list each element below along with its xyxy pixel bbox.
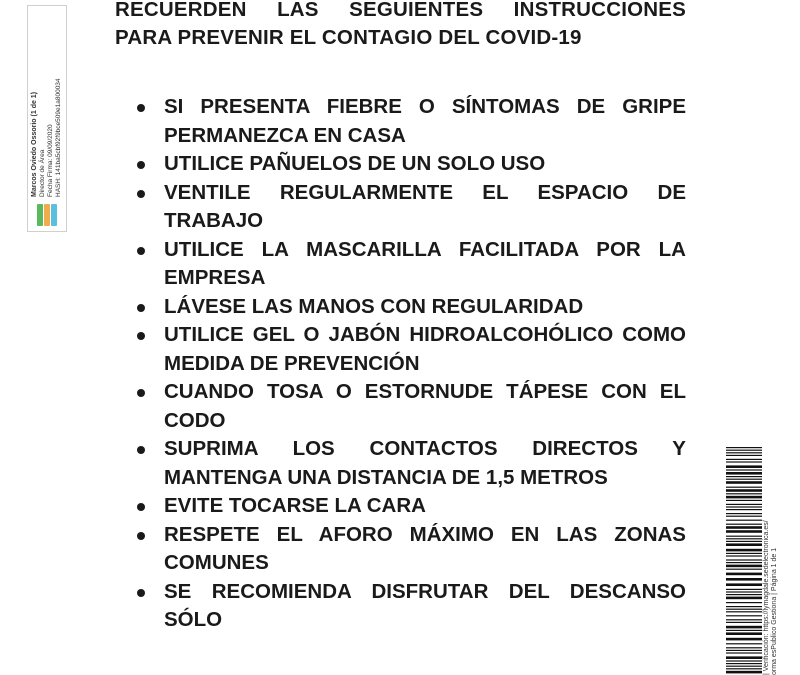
- signature-date: Fecha Firma: 09/09/2020: [47, 124, 54, 197]
- barcode-bar: [726, 611, 762, 612]
- barcode-bar: [726, 543, 762, 546]
- list-item: [115, 435, 686, 492]
- verification-line-1: | Verificación: https://lymagdale.sedelectronica.es/: [763, 520, 770, 675]
- barcode-bar: [726, 536, 762, 537]
- barcode-bar: [726, 565, 762, 568]
- barcode-bar: [726, 660, 762, 661]
- bullet-icon: [137, 532, 145, 540]
- barcode-bar: [726, 597, 762, 600]
- barcode-bar: [726, 500, 762, 501]
- instruction-text: VENTILE REGULARMENTE EL ESPACIO DE TRABAJO: [164, 180, 686, 232]
- barcode-bar: [726, 666, 762, 667]
- barcode-bar: [726, 481, 762, 484]
- barcode-bar: [726, 647, 762, 648]
- barcode-bar: [726, 524, 762, 525]
- barcode-bar: [726, 578, 762, 581]
- instruction-text: SUPRIMA LOS CONTACTOS DIRECTOS Y MANTENGA UNA DISTANCIA DE 1,5 METROS: [164, 437, 686, 489]
- barcode-bar: [726, 549, 762, 552]
- bullet-icon: [137, 389, 145, 397]
- barcode-bar: [726, 461, 762, 462]
- signer-name: Marcos Oviedo Ossorio (1 de 1): [31, 91, 38, 197]
- barcode-bar: [726, 487, 762, 488]
- barcode-bar: [726, 541, 762, 542]
- bullet-icon: [137, 161, 145, 169]
- barcode-bar: [726, 493, 762, 494]
- logo-bar-3: [51, 204, 57, 226]
- barcode-bar: [726, 555, 762, 556]
- instruction-text: EVITE TOCARSE LA CARA: [164, 494, 426, 517]
- barcode-bar: [726, 472, 762, 475]
- list-item: [115, 93, 686, 150]
- barcode-bar: [726, 516, 762, 517]
- barcode-bar: [726, 450, 762, 451]
- barcode-bar: [726, 452, 762, 453]
- bullet-icon: [137, 332, 145, 340]
- barcode-bar: [726, 553, 762, 554]
- barcode-bar: [726, 632, 762, 635]
- barcode-bar: [726, 569, 762, 570]
- barcode-bar: [726, 638, 762, 641]
- heading-line-2: PARA PREVENIR EL CONTAGIO DEL COVID-19: [115, 26, 582, 49]
- list-item: [115, 578, 686, 635]
- barcode-bar: [726, 602, 762, 603]
- barcode-bar: [726, 591, 762, 592]
- barcode-bar: [726, 589, 762, 590]
- signer-role: Director de Área: [39, 149, 46, 197]
- bullet-icon: [137, 247, 145, 255]
- barcode-bar: [726, 489, 762, 492]
- instruction-list: [115, 93, 686, 635]
- barcode-bar: [726, 668, 762, 669]
- instruction-text: SI PRESENTA FIEBRE O SÍNTOMAS DE GRIPE PERMANEZCA EN CASA: [164, 95, 686, 147]
- barcode-bar: [726, 520, 762, 521]
- list-item: [115, 293, 686, 322]
- barcode-bar: [726, 530, 762, 533]
- logo-bar-1: [37, 204, 43, 226]
- bullet-icon: [137, 190, 145, 198]
- bullet-icon: [137, 503, 145, 511]
- list-item: [115, 378, 686, 435]
- instruction-text: SE RECOMIENDA DISFRUTAR DEL DESCANSO SÓLO: [164, 579, 686, 631]
- barcode-bar: [726, 496, 762, 499]
- list-item: [115, 236, 686, 293]
- barcode-bar: [726, 538, 762, 539]
- barcode-bar: [726, 506, 762, 507]
- document-heading: [115, 0, 686, 52]
- barcode-bar: [726, 663, 762, 664]
- bullet-icon: [137, 304, 145, 312]
- barcode-bar: [726, 447, 762, 448]
- logo-bar-2: [44, 204, 50, 226]
- barcode-bar: [726, 650, 762, 651]
- barcode-bar: [726, 562, 762, 563]
- barcode-bar: [726, 626, 762, 629]
- signature-stamp: [27, 5, 67, 232]
- barcode-bar: [726, 606, 762, 607]
- list-item: [115, 492, 686, 521]
- list-item: [115, 179, 686, 236]
- instruction-text: UTILICE PAÑUELOS DE UN SOLO USO: [164, 152, 546, 175]
- instruction-text: RESPETE EL AFORO MÁXIMO EN LAS ZONAS COMUNES: [164, 522, 686, 574]
- signature-content: [28, 6, 66, 231]
- barcode-bar: [726, 504, 762, 505]
- bullet-icon: [137, 104, 145, 112]
- instruction-text: LÁVESE LAS MANOS CON REGULARIDAD: [164, 294, 584, 318]
- heading-line-1: RECUERDEN LAS SEGUIENTES INSTRUCCIONES: [115, 0, 686, 21]
- barcode-bar: [726, 573, 762, 576]
- barcode-bar: [726, 630, 762, 631]
- barcode-bar: [726, 619, 762, 620]
- list-item: [115, 521, 686, 578]
- instruction-text: CUANDO TOSA O ESTORNUDE TÁPESE CON EL CODO: [164, 380, 686, 432]
- barcode-bar: [726, 476, 762, 477]
- barcode-bar: [726, 479, 762, 480]
- verification-text: [763, 445, 783, 675]
- verification-line-2: orma esPublico Gestiona | Página 1 de 1: [771, 547, 778, 675]
- barcode-bar: [726, 559, 762, 560]
- barcode-bar: [726, 615, 762, 616]
- barcode-bar: [726, 652, 762, 653]
- institution-logo: [32, 203, 62, 227]
- list-item: [115, 321, 686, 378]
- document-body: [115, 0, 686, 635]
- signature-hash: HASH: 141ba5cbf92f9bce509e1a800034: [55, 78, 62, 197]
- barcode-bar: [726, 643, 762, 644]
- instruction-text: UTILICE GEL O JABÓN HIDROALCOHÓLICO COMO MEDIDA DE PREVENCIÓN: [164, 323, 686, 375]
- barcode-bar: [726, 622, 762, 623]
- barcode-bar: [726, 609, 762, 610]
- barcode-bar: [726, 509, 762, 510]
- barcode: [726, 445, 762, 675]
- barcode-bar: [726, 469, 762, 470]
- barcode-bar: [726, 526, 762, 529]
- barcode-bar: [726, 455, 762, 456]
- instruction-text: UTILICE LA MASCARILLA FACILITADA POR LA EMPRESA: [164, 237, 686, 289]
- barcode-bar: [726, 656, 762, 659]
- list-item: [115, 150, 686, 179]
- barcode-bar: [726, 459, 762, 460]
- barcode-bar: [726, 583, 762, 586]
- barcode-bar: [726, 513, 762, 514]
- signature-text: [31, 78, 63, 197]
- bullet-icon: [137, 589, 145, 597]
- barcode-bar: [726, 671, 762, 674]
- bullet-icon: [137, 446, 145, 454]
- barcode-bar: [726, 465, 762, 468]
- barcode-bar: [726, 594, 762, 595]
